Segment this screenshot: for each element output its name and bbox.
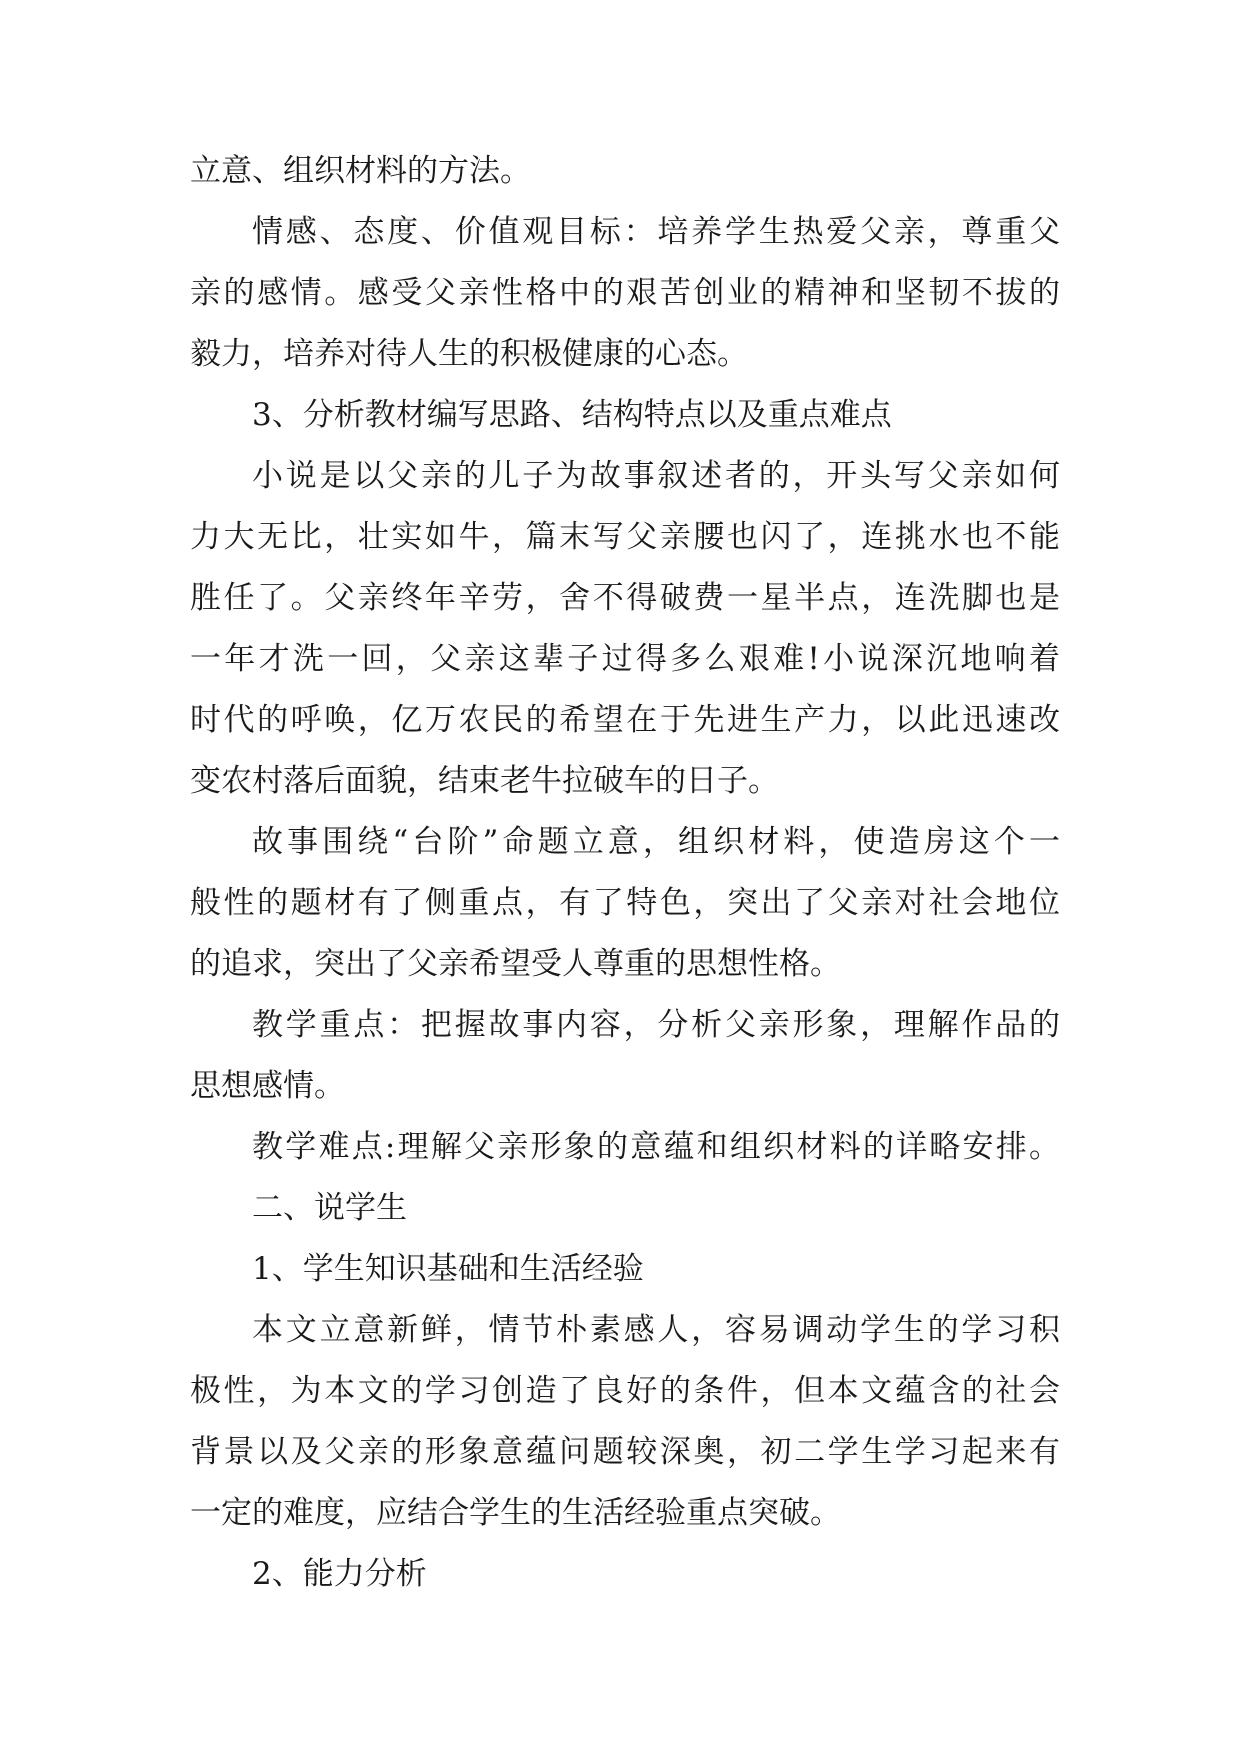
text-line-16: 思想感情。 xyxy=(190,1068,345,1104)
text-line-4: 毅力，培养对待人生的积极健康的心态。 xyxy=(190,336,748,372)
text-line-5: 3、分析教材编写思路、结构特点以及重点难点 xyxy=(252,397,892,433)
text-line-11: 变农村落后面貌，结束老牛拉破车的日子。 xyxy=(190,763,779,799)
text-line-7: 力大无比，壮实如牛，篇末写父亲腰也闪了，连挑水也不能 xyxy=(190,519,1060,555)
text-line-19: 1、学生知识基础和生活经验 xyxy=(252,1251,644,1287)
text-line-1: 立意、组织材料的方法。 xyxy=(190,153,531,189)
text-line-20: 本文立意新鲜，情节朴素感人，容易调动学生的学习积 xyxy=(252,1312,1060,1348)
text-line-17: 教学难点:理解父亲形象的意蕴和组织材料的详略安排。 xyxy=(252,1129,1060,1165)
text-line-10: 时代的呼唤，亿万农民的希望在于先进生产力，以此迅速改 xyxy=(190,702,1060,738)
text-line-14: 的追求，突出了父亲希望受人尊重的思想性格。 xyxy=(190,946,841,982)
text-line-23: 一定的难度，应结合学生的生活经验重点突破。 xyxy=(190,1495,841,1531)
text-line-3: 亲的感情。感受父亲性格中的艰苦创业的精神和坚韧不拔的 xyxy=(190,275,1060,311)
text-line-13: 般性的题材有了侧重点，有了特色，突出了父亲对社会地位 xyxy=(190,885,1060,921)
text-line-21: 极性，为本文的学习创造了良好的条件，但本文蕴含的社会 xyxy=(190,1373,1060,1409)
text-line-8: 胜任了。父亲终年辛劳，舍不得破费一星半点，连洗脚也是 xyxy=(190,580,1060,616)
text-line-24: 2、能力分析 xyxy=(252,1556,427,1592)
text-line-18: 二、说学生 xyxy=(252,1190,407,1226)
text-line-9: 一年才洗一回，父亲这辈子过得多么艰难!小说深沉地响着 xyxy=(190,641,1060,677)
text-line-15: 教学重点：把握故事内容，分析父亲形象，理解作品的 xyxy=(252,1007,1060,1043)
text-line-6: 小说是以父亲的儿子为故事叙述者的，开头写父亲如何 xyxy=(252,458,1060,494)
text-line-2: 情感、态度、价值观目标：培养学生热爱父亲，尊重父 xyxy=(252,214,1060,250)
text-line-12: 故事围绕“台阶”命题立意，组织材料，使造房这个一 xyxy=(252,824,1060,860)
text-line-22: 背景以及父亲的形象意蕴问题较深奥，初二学生学习起来有 xyxy=(190,1434,1060,1470)
